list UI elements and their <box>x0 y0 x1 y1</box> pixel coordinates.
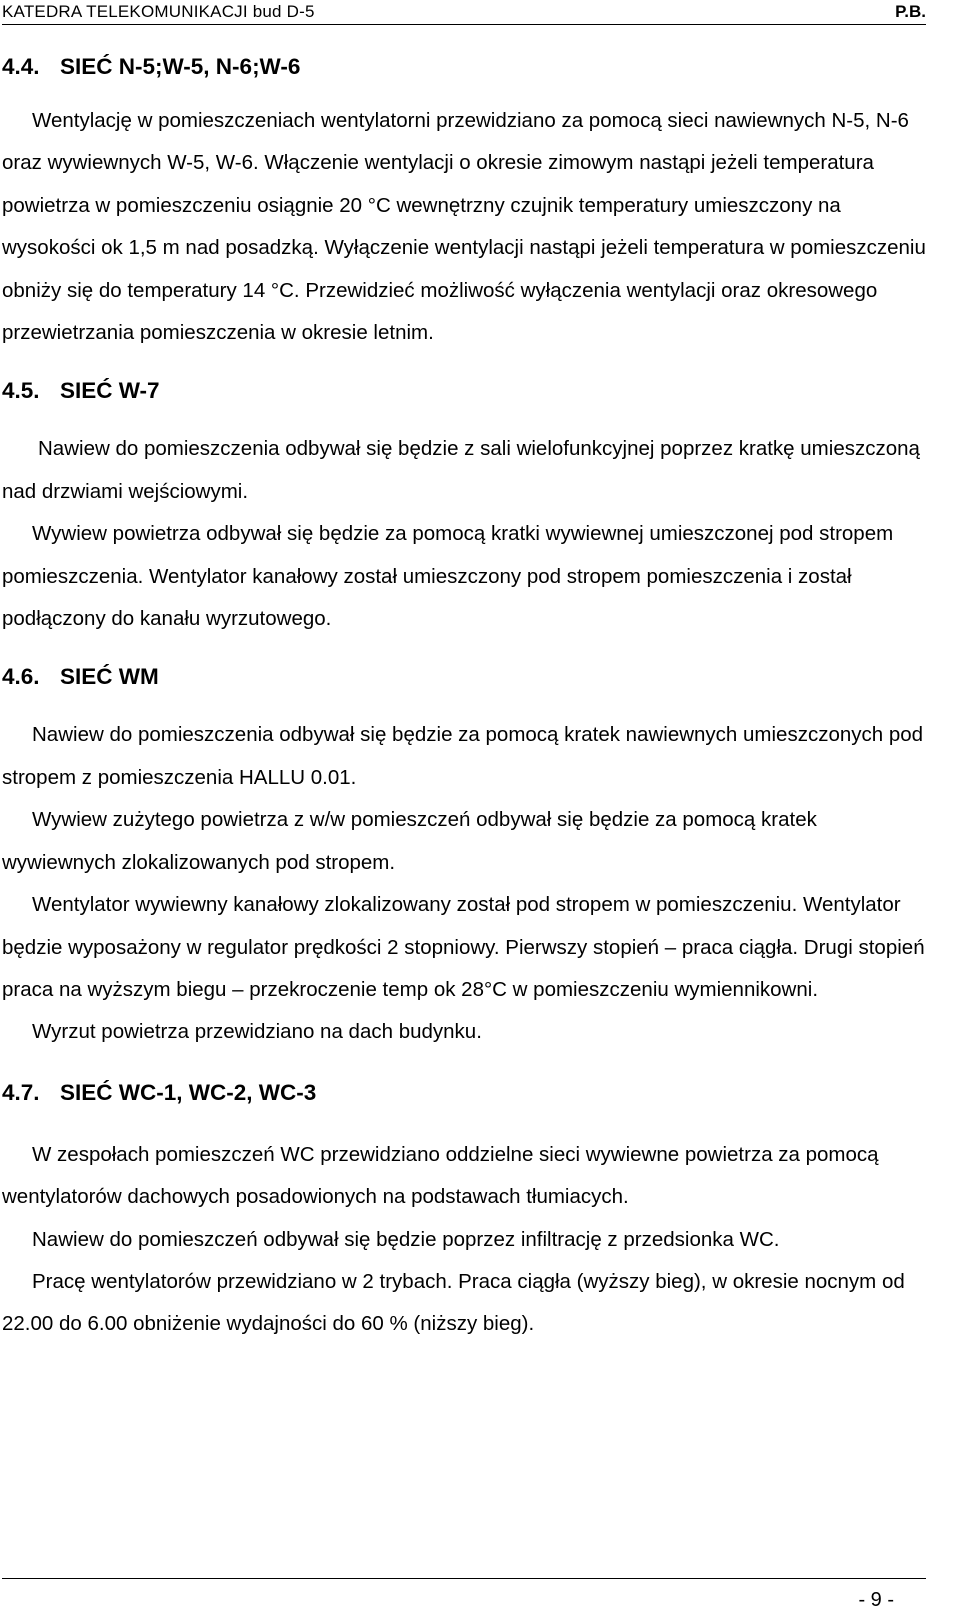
section-heading-4-6 <box>2 662 932 692</box>
header-department: KATEDRA TELEKOMUNIKACJI bud D-5 <box>2 2 315 21</box>
section-number: 4.4. <box>2 54 40 79</box>
section-heading-4-5 <box>2 376 932 406</box>
section-heading-4-4 <box>2 52 932 82</box>
paragraph: Pracę wentylatorów przewidziano w 2 trybach. Praca ciągła (wyższy bieg), w okresie nocnym od 22.00 do 6.00 obniżenie wydajności do 60 % (niższy bieg). <box>2 1269 905 1336</box>
paragraph: Nawiew do pomieszczenia odbywał się będzie za pomocą kratek nawiewnych umieszczonych pod stropem z pomieszczenia HALLU 0.01. <box>2 723 924 789</box>
section-title: SIEĆ WC-1, WC-2, WC-3 <box>60 1079 317 1105</box>
document-body <box>2 52 932 1346</box>
page-header <box>2 0 926 25</box>
paragraph: Wywiew powietrza odbywał się będzie za pomocą kratki wywiewnej umieszczonej pod stropem pomieszczenia. Wentylator kanałowy został umieszczony pod stropem pomieszczenia i został podłączony do kanału wyrzutowego. <box>2 522 894 631</box>
section-title: SIEĆ WM <box>60 664 159 690</box>
section-title: SIEĆ N-5;W-5, N-6;W-6 <box>60 54 301 79</box>
paragraph: Nawiew do pomieszczenia odbywał się będzie z sali wielofunkcyjnej poprzez kratkę umieszczoną nad drzwiami wejściowymi. <box>2 437 920 503</box>
page-number: - 9 - <box>858 1589 894 1611</box>
paragraph: Wyrzut powietrza przewidziano na dach budynku. <box>32 1020 482 1044</box>
page-footer <box>2 1578 926 1611</box>
paragraph: Wentylację w pomieszczeniach wentylatorni przewidziano za pomocą sieci nawiewnych N-5, N-6 oraz wywiewnych W-5, W-6. Włączenie wentylacji o okresie zimowym nastąpi jeżeli temperatura powietrza w pomieszczeniu osiągnie 20 °C wewnętrzny czujnik temperatury umieszczony na wysokości ok 1,5 m nad posadzką. Wyłączenie wentylacji nastąpi jeżeli temperatura w pomieszczeniu obniży się do temperatury 14 °C. Przewidzieć możliwość wyłączenia wentylacji oraz okresowego przewietrzania pomieszczenia w okresie letnim. <box>2 109 926 345</box>
section-number: 4.5. <box>2 378 40 404</box>
section-number: 4.7. <box>2 1079 40 1105</box>
section-title: SIEĆ W-7 <box>60 378 160 404</box>
paragraph: Nawiew do pomieszczeń odbywał się będzie poprzez infiltrację z przedsionka WC. <box>32 1227 780 1251</box>
paragraph: Wywiew zużytego powietrza z w/w pomieszczeń odbywał się będzie za pomocą kratek wywiewnych zlokalizowanych pod stropem. <box>2 808 817 874</box>
header-initials: P.B. <box>895 2 926 21</box>
paragraph: Wentylator wywiewny kanałowy zlokalizowany został pod stropem w pomieszczeniu. Wentylator będzie wyposażony w regulator prędkości 2 stopniowy. Pierwszy stopień – praca ciągła. Drugi stopień praca na wyższym biegu – przekroczenie temp ok 28°C w pomieszczeniu wymiennikowni. <box>2 893 925 1001</box>
section-number: 4.6. <box>2 664 40 690</box>
paragraph: W zespołach pomieszczeń WC przewidziano oddzielne sieci wywiewne powietrza za pomocą wentylatorów dachowych posadowionych na podstawach tłumiacych. <box>2 1142 879 1209</box>
section-heading-4-7 <box>2 1078 932 1108</box>
